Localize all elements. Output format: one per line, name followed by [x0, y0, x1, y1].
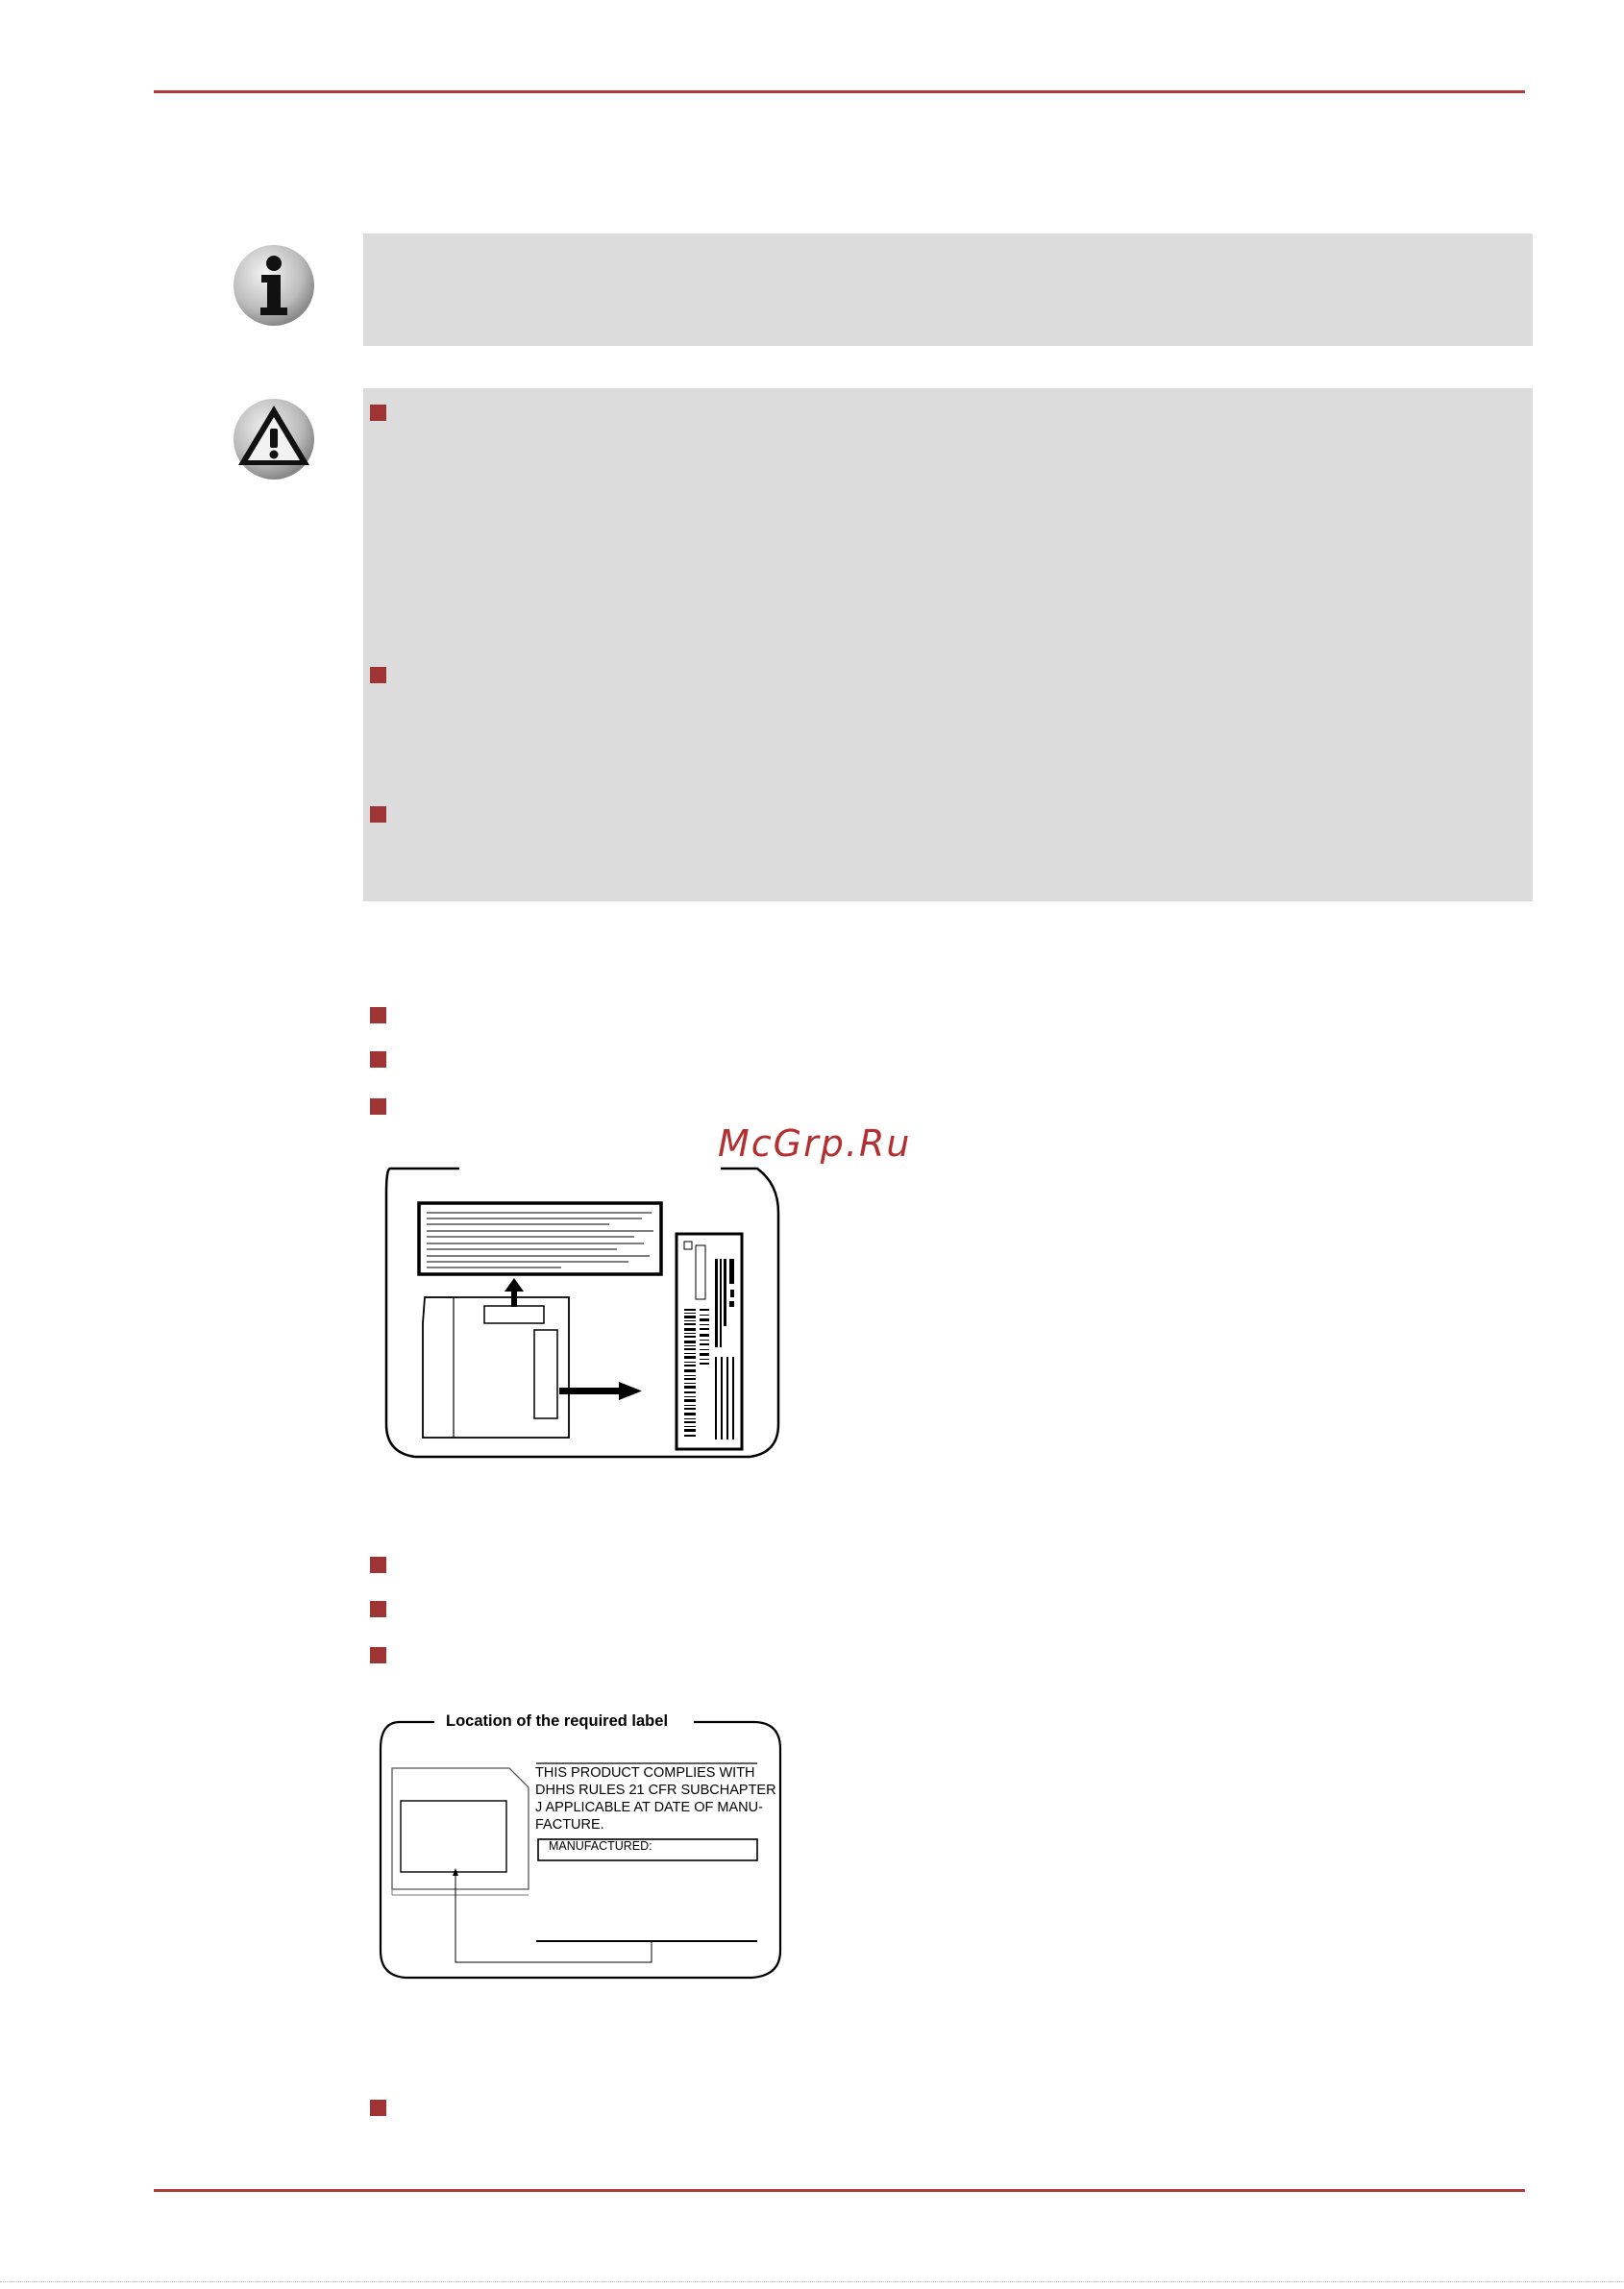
page-edge [0, 2281, 1624, 2283]
warning-bullet-icon [370, 806, 386, 823]
list-bullet-icon [370, 1098, 386, 1115]
list-bullet-icon [370, 1007, 386, 1023]
warning-bullet-icon [370, 405, 386, 421]
list-bullet-icon [370, 1051, 386, 1068]
compliance-text: THIS PRODUCT COMPLIES WITH DHHS RULES 21 CFR SUBCHAPTER J APPLICABLE AT DATE OF MANU- FACTURE. [535, 1765, 776, 1833]
list-bullet-icon [370, 1601, 386, 1617]
note-callout [363, 234, 1533, 346]
info-icon [229, 240, 319, 335]
warning-callout [363, 388, 1533, 901]
list-bullet-icon [370, 2100, 386, 2116]
watermark: McGrp.Ru [718, 1122, 912, 1165]
warning-triangle-icon [229, 394, 319, 489]
header-rule [154, 90, 1525, 93]
list-bullet-icon [370, 1557, 386, 1573]
manufactured-label: MANUFACTURED: [549, 1839, 652, 1853]
footer-rule [154, 2189, 1525, 2192]
warning-bullet-icon [370, 667, 386, 683]
drive-label-figure [382, 1165, 784, 1469]
list-bullet-icon [370, 1647, 386, 1663]
figure-title: Location of the required label [440, 1712, 674, 1731]
